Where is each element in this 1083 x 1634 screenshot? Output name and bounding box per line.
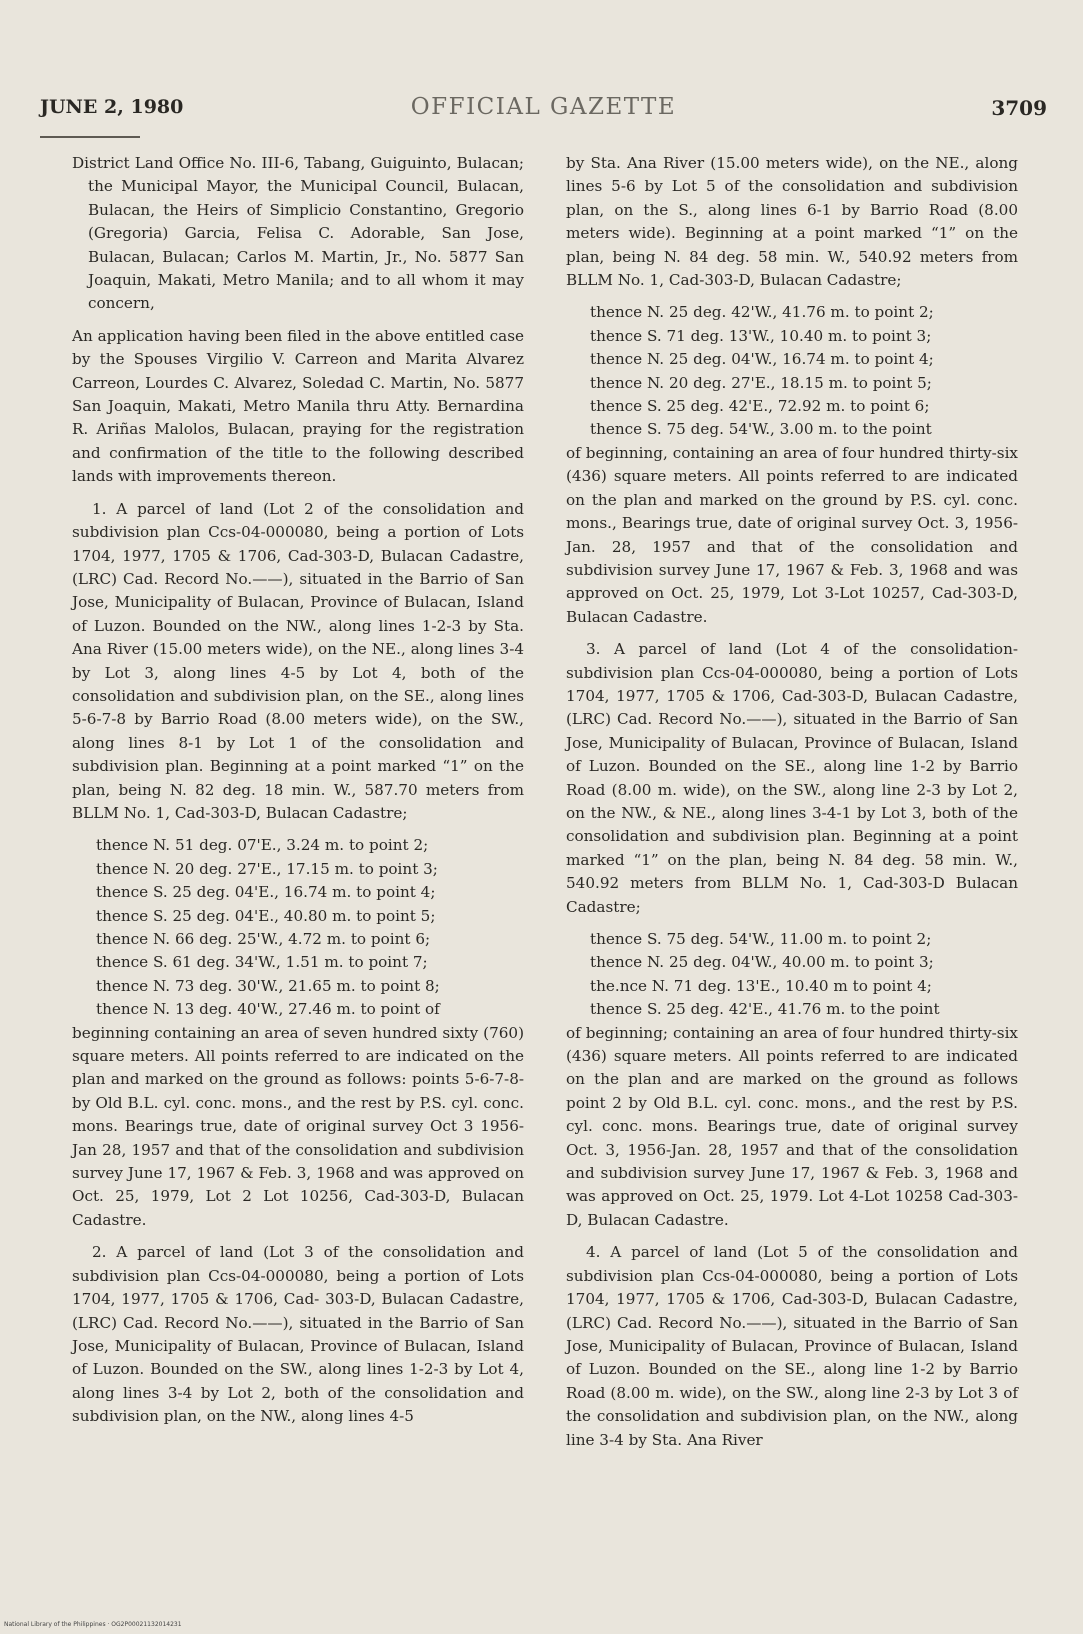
- right-column: [566, 152, 1018, 1461]
- bearing-line: thence N. 66 deg. 25'W., 4.72 m. to point 6;: [96, 930, 431, 948]
- header-rule: [40, 136, 140, 138]
- bearing-line: thence N. 20 deg. 27'E., 17.15 m. to point 3;: [96, 859, 438, 878]
- bearing-line: thence S. 75 deg. 54'W., 11.00 m. to point 2;: [590, 930, 932, 948]
- application-paragraph: An application having been filed in the above entitled case by the Spouses Virgilio V. Carreon and Marita Alvarez Carreon, Lourdes C. Alvarez, Soledad C. Martin, No. 5877 San Joaquin, Makati, Metro Manila thru Atty. Bernardina R. Ariñas Malolos, Bulacan, praying for the registration and confirmation of the title to the following described lands with improvements thereon.: [72, 326, 524, 486]
- bearing-line: thence N. 73 deg. 30'W., 21.65 m. to point 8;: [96, 976, 440, 995]
- bearing-line: thence S. 71 deg. 13'W., 10.40 m. to point 3;: [590, 326, 932, 345]
- parcel-1-description: 1. A parcel of land (Lot 2 of the consolidation and subdivision plan Ccs-04-000080, being a portion of Lots 1704, 1977, 1705 & 1706, Cad-303-D, Bulacan Cadastre, (LRC) Cad. Record No.——), situated in the Barrio of San Jose, Municipality of Bulacan, Province of Bulacan, Island of Luzon. Bounded on the NW., along lines 1-2-3 by Sta. Ana River (15.00 meters wide), on the NE., along lines 3-4 by Lot 3, along lines 4-5 by Lot 4, both of the consolidation and subdivision plan, on the SE., along lines 5-6-7-8 by Barrio Road (8.00 meters wide), on the SW., along lines 8-1 by Lot 1 of the consolidation and subdivision plan. Beginning at a point marked “1” on the plan, being N. 82 deg. 18 min. W., 587.70 meters from BLLM No. 1, Cad-303-D, Bulacan Cadastre;: [72, 499, 524, 822]
- bearing-line: thence S. 25 deg. 42'E., 41.76 m. to the point: [590, 1000, 940, 1019]
- parcel-3-bearings: [590, 928, 1018, 1022]
- parcel-2-bearings: [590, 301, 1018, 441]
- scan-footer: National Library of the Philippines · OG2P00021132014231: [4, 1621, 182, 1628]
- parcel-4-description: 4. A parcel of land (Lot 5 of the consolidation and subdivision plan Ccs-04-000080, being a portion of Lots 1704, 1977, 1705 & 1706, Cad-303-D, Bulacan Cadastre, (LRC) Cad. Record No.——), situated in the Barrio of San Jose, Municipality of Bulacan, Province of Bulacan, Island of Luzon. Bounded on the SE., along line 1-2 by Barrio Road (8.00 m. wide), on the SW., along line 2-3 by Lot 3 of the consolidation and subdivision plan, on the NW., along line 3-4 by Sta. Ana River: [566, 1243, 1018, 1449]
- bearing-line: thence N. 25 deg. 04'W., 16.74 m. to point 4;: [590, 350, 934, 369]
- bearing-line: thence N. 25 deg. 42'W., 41.76 m. to point 2;: [590, 303, 934, 322]
- parcel-1-area: beginning containing an area of seven hundred sixty (760) square meters. All points referred to are indicated on the plan and marked on the ground as follows: points 5-6-7-8- by Old B.L. cyl. conc. mons., and the rest by P.S. cyl. conc. mons. Bearings true, date of original survey Oct 3 1956-Jan 28, 1957 and that of the consolidation and subdivision survey June 17, 1967 & Feb. 3, 1968 and was approved on Oct. 25, 1979, Lot 2 Lot 10256, Cad-303-D, Bulacan Cadastre.: [72, 1023, 524, 1229]
- bearing-line: thence S. 61 deg. 34'W., 1.51 m. to point 7;: [96, 953, 428, 972]
- left-column: [72, 152, 524, 1438]
- parcel-2-description: 2. A parcel of land (Lot 3 of the consolidation and subdivision plan Ccs-04-000080, being a portion of Lots 1704, 1977, 1705 & 1706, Cad- 303-D, Bulacan Cadastre, (LRC) Cad. Record No.——), situated in the Barrio of San Jose, Municipality of Bulacan, Province of Bulacan, Island of Luzon. Bounded on the SW., along lines 1-2-3 by Lot 4, along lines 3-4 by Lot 2, both of the consolidation and subdivision plan, on the NW., along lines 4-5: [72, 1243, 524, 1426]
- bearing-line: the.nce N. 71 deg. 13'E., 10.40 m to point 4;: [590, 976, 932, 995]
- parcel-3-description: 3. A parcel of land (Lot 4 of the consolidation-subdivision plan Ccs-04-000080, being a portion of Lots 1704, 1977, 1705 & 1706, Cad-303-D, Bulacan Cadastre, (LRC) Cad. Record No.——), situated in the Barrio of San Jose, Municipality of Bulacan, Province of Bulacan, Island of Luzon. Bounded on the SE., along line 1-2 by Barrio Road (8.00 m. wide), on the SW., along line 2-3 by Lot 2, on the NW., & NE., along lines 3-4-1 by Lot 3, both of the consolidation and subdivision plan. Beginning at a point marked “1” on the plan, being N. 84 deg. 58 min. W., 540.92 meters from BLLM No. 1, Cad-303-D Bulacan Cadastre;: [566, 640, 1018, 916]
- bearing-line: thence N. 51 deg. 07'E., 3.24 m. to point 2;: [96, 836, 429, 855]
- page-header: [40, 96, 1047, 136]
- issue-date: JUNE 2, 1980: [40, 96, 184, 118]
- bearing-line: thence N. 20 deg. 27'E., 18.15 m. to point 5;: [590, 373, 932, 392]
- parcel-3-area: of beginning; containing an area of four hundred thirty-six (436) square meters. All points referred to are indicated on the plan and are marked on the ground as follows point 2 by Old B.L. cyl. conc. mons., and the rest by P.S. cyl. conc. mons. Bearings true, date of original survey Oct. 3, 1956-Jan. 28, 1957 and that of the consolidation and subdivision survey June 17, 1967 & Feb. 3, 1968 and was approved on Oct. 25, 1979. Lot 4-Lot 10258 Cad-303-D, Bulacan Cadastre.: [566, 1023, 1018, 1229]
- bearing-line: thence S. 25 deg. 04'E., 40.80 m. to point 5;: [96, 906, 436, 925]
- bearing-line: thence S. 25 deg. 04'E., 16.74 m. to point 4;: [96, 883, 436, 902]
- notice-addressees: District Land Office No. III-6, Tabang, Guiguinto, Bulacan; the Municipal Mayor, the Municipal Council, Bulacan, Bulacan, the Heirs of Simplicio Constantino, Gregorio (Gregoria) Garcia, Felisa C. Adorable, San Jose, Bulacan, Bulacan; Carlos M. Martin, Jr., No. 5877 San Joaquin, Makati, Metro Manila; and to all whom it may concern,: [72, 154, 524, 313]
- bearing-line: thence S. 75 deg. 54'W., 3.00 m. to the point: [590, 420, 932, 439]
- parcel-2-area: of beginning, containing an area of four hundred thirty-six (436) square meters. All points referred to are indicated on the plan and marked on the ground by P.S. cyl. conc. mons., Bearings true, date of original survey Oct. 3, 1956-Jan. 28, 1957 and that of the consolidation and subdivision survey June 17, 1967 & Feb. 3, 1968 and was approved on Oct. 25, 1979, Lot 3-Lot 10257, Cad-303-D, Bulacan Cadastre.: [566, 443, 1018, 626]
- parcel-1-bearings: [96, 834, 524, 1021]
- bearing-line: thence S. 25 deg. 42'E., 72.92 m. to point 6;: [590, 397, 930, 416]
- bearing-line: thence N. 25 deg. 04'W., 40.00 m. to point 3;: [590, 953, 934, 972]
- bearing-line: thence N. 13 deg. 40'W., 27.46 m. to point of: [96, 1000, 440, 1019]
- page-number: 3709: [991, 96, 1047, 120]
- publication-title: OFFICIAL GAZETTE: [410, 94, 677, 120]
- parcel-2-continued: by Sta. Ana River (15.00 meters wide), on the NE., along lines 5-6 by Lot 5 of the consolidation and subdivision plan, on the S., along lines 6-1 by Barrio Road (8.00 meters wide). Beginning at a point marked “1” on the plan, being N. 84 deg. 58 min. W., 540.92 meters from BLLM No. 1, Cad-303-D, Bulacan Cadastre;: [566, 154, 1018, 290]
